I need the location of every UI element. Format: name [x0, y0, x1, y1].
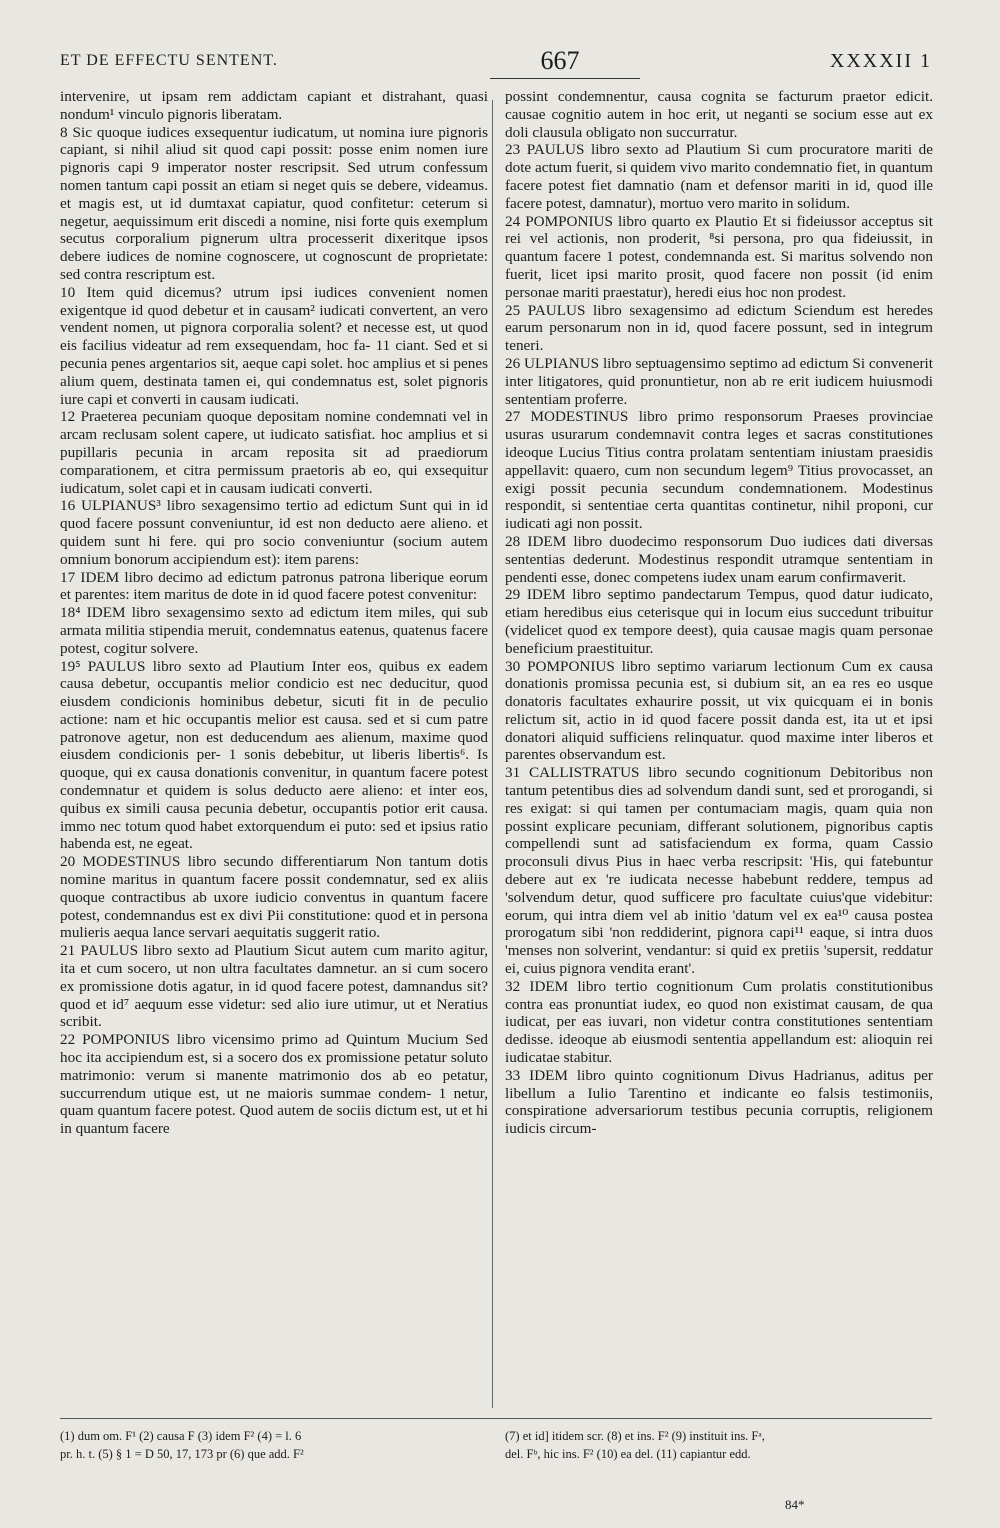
paragraph: 30 POMPONIUS libro septimo variarum lectionum Cum ex causa donationis promissa pecunia est, si dubium sit, an ea res eo usque donatoris facultates exhaurire possit, ut vix quicquam ei in bonis relictum sit, actio in id quod facere possit danda est, ita ut et ipsi donatori aliquid sufficiens relinquatur. quod maxime inter liberos et parentes observandum est. [505, 657, 933, 764]
paragraph: 12 Praeterea pecuniam quoque depositam nomine condemnati vel in arcam reclusam solent capere, ut iudicato satisfiat. hoc amplius et si pupillaris pecunia in arcam reposita sit ad praediorum comparationem, et citra permissum praetoris ab eo, qui exsequitur iudicatum, solet capi et in causam iudicati converti. [60, 408, 488, 497]
left-column [60, 88, 488, 1138]
paragraph: 19⁵ PAULUS libro sexto ad Plautium Inter eos, quibus ex eadem causa debetur, occupantis melior condicio est nec deducitur, quod eiusdem condicionis hominibus debetur, sicuti fit in de peculio actione: nam et hic occupantis melior est causa. sed et si cum patre patronove agetur, non est deducendum aes alienum, maxime quod eiusdem condicionis per- 1 sonis debebitur, ut liberis libertis⁶. Is quoque, qui ex causa donationis convenitur, in quantum facere potest condemnatur et quidem is solus deducto aere alieno: et inter eos, quibus ex simili causa pecunia debetur, occupantis potior erit causa. immo nec totum quod habet extorquendum ei puto: sed et ipsius ratio habenda est, ne egeat. [60, 657, 488, 853]
paragraph: intervenire, ut ipsam rem addictam capiant et distrahant, quasi nondum¹ vinculo pignoris liberatam. [60, 88, 488, 123]
paragraph: 16 ULPIANUS³ libro sexagensimo tertio ad edictum Sunt qui in id quod facere possunt conveniuntur, id est non deducto aere alieno. et quidem sunt hi fere. qui pro socio conveniuntur (socium autem omnium bonorum accipiendum est): item parens: [60, 497, 488, 568]
paragraph: 31 CALLISTRATUS libro secundo cognitionum Debitoribus non tantum petentibus dies ad solvendum dandi sunt, sed et prorogandi, si res exigat: si qui tamen per contumaciam magis, quam quia non possint explicare pecuniam, differant solutionem, pignoribus captis compellendi sunt ad satisfaciendum ex forma, quam Cassio proconsuli divus Pius in haec verba rescripsit: 'His, qui fatebuntur debere aut ex 're iudicata necesse habebunt reddere, tempus ad 'solvendum detur, quod sufficere pro facultate cuius'que videbitur: eorum, qui intra diem vel ab initio 'datum vel ex ea¹⁰ causa postea prorogatum sibi 'non reddiderint, pignora capi¹¹ eaque, si intra duos 'menses non solverint, vendantur: si quid ex pretiis 'supersit, reddatur ei, cuius pignora vendita erant'. [505, 764, 933, 978]
paragraph: 25 PAULUS libro sexagensimo ad edictum Sciendum est heredes earum personarum non in id, quod facere possunt, sed in integrum teneri. [505, 301, 933, 355]
paragraph: 10 Item quid dicemus? utrum ipsi iudices convenient nomen exigentque id quod debetur et in causam² iudicati convertent, an vero vendent nomen, ut pignora corporalia solent? et necesse est, ut quod eis facilius videatur ad rem exsequendam, hoc fa- 11 ciant. Sed et si pecunia penes argentarios sit, aeque capi solet. hoc amplius et si penes alium quem, destinata tamen ei, qui condemnatus est, solet pignoris iure capi et converti in causam iudicati. [60, 283, 488, 408]
paragraph: 27 MODESTINUS libro primo responsorum Praeses provinciae usuras usurarum condemnavit contra leges et sacras constitutiones ideoque Lucius Titius contra prolatam sententiam iniustam praesidis appellavit: quaero, cum non secundum legem⁹ Titius provocasset, an exigi possit pecunia secundum condemnationem. Modestinus respondit, si sententiae certa quantitas continetur, nihil proponi, cur iudicati agi non possit. [505, 408, 933, 533]
paragraph: possint condemnentur, causa cognita se facturum praetor edicit. causae cognitio autem in hoc erit, ut neganti se socium esse aut ex doli clausula obligato non succurratur. [505, 88, 933, 141]
paragraph: 20 MODESTINUS libro secundo differentiarum Non tantum dotis nomine maritus in quantum facere possit condemnatur, sed ex aliis quoque contractibus ab uxore iudicio conventus in quantum facere potest, condemnandus est ex divi Pii constitutione: quod et in persona mulieris aequa lance servari aequitatis suggerit ratio. [60, 853, 488, 942]
paragraph: 32 IDEM libro tertio cognitionum Cum prolatis constitutionibus contra eas pronuntiat iudex, eo quod non existimat causam, de qua iudicat, per eas iuvari, non videtur contra constitutiones sententiam dedisse. ideoque ab eiusmodi sententia appellandum est: alioquin rei iudicatae stabitur. [505, 977, 933, 1067]
paragraph: 23 PAULUS libro sexto ad Plautium Si cum procuratore mariti de dote actum fuerit, si quidem vivo marito condemnatio fiet, in quantum facere potest fiet damnatio (nam et defensor mariti in id, quod ille facere potest, damnatur), mortuo vero marito in solidum. [505, 141, 933, 212]
page-number: 667 [540, 46, 580, 75]
paragraph: 24 POMPONIUS libro quarto ex Plautio Et si fideiussor acceptus sit rei vel actionis, non proderit, ⁸si persona, pro qua fideiussit, in quantum facere 1 potest, condemnanda est. Si maritus solvendo non fuerit, licet ipsi marito prosit, quod facere non possit (id enim personae mariti praestatur), heredi eius hoc non prodest. [505, 212, 933, 301]
paragraph: 26 ULPIANUS libro septuagensimo septimo ad edictum Si convenerit inter litigatores, quid pronuntietur, non ab re erit iudicem huiusmodi sententiam proferre. [505, 354, 933, 408]
header-title: ET DE EFFECTU SENTENT. [60, 52, 278, 69]
header-rule [490, 78, 640, 79]
signature-mark: 84* [785, 1497, 805, 1512]
paragraph: 28 IDEM libro duodecimo responsorum Duo iudices dati diversas sententias dederunt. Modestinus respondit utramque sententiam in pendenti esse, donec competens iudex unam earum confirmaverit. [505, 532, 933, 586]
footnote-line: (1) dum om. F¹ (2) causa F (3) idem F² (4) = l. 6 [60, 1429, 302, 1443]
header-section: XXXXII 1 [829, 50, 932, 72]
paragraph: 22 POMPONIUS libro vicensimo primo ad Quintum Mucium Sed hoc ita accipiendum est, si a socero dos ex promissione petatur soluto matrimonio: verum si manente matrimonio dos ab eo petatur, succurrendum utique est, ut ne maioris summae condem- 1 netur, quam quantum facere potest. Quod autem de sociis dictum est, ut et hi in quantum facere [60, 1031, 488, 1138]
footnote-line: (7) et id] itidem scr. (8) et ins. F² (9) instituit ins. Fᵃ, [505, 1429, 765, 1443]
paragraph: 21 PAULUS libro sexto ad Plautium Sicut autem cum marito agitur, ita et cum socero, ut non ultra facultates damnetur. an si cum socero ex promissione dotis agatur, in id quod facere potest, damnandus sit? quod et id⁷ aequum esse videtur: sed alio iure utimur, ut et Neratius scribit. [60, 942, 488, 1031]
footnotes-left [60, 1428, 480, 1464]
right-column [505, 88, 933, 1138]
paragraph: 33 IDEM libro quinto cognitionum Divus Hadrianus, aditus per libellum a Iulio Tarentino et indicante eo falsis testimoniis, conspiratione adversariorum testibus pecunia corruptis, religionem iudicis circum- [505, 1066, 933, 1138]
paragraph: 8 Sic quoque iudices exsequentur iudicatum, ut nomina iure pignoris capiant, si nihil aliud sit quod capi possit: posse enim nomen iure pignoris capi 9 imperator noster rescripsit. Sed utrum confessum nomen tantum capi possit an etiam si neget quis se debere, videamus. et magis est, ut id dumtaxat capiatur, quod confitetur: ceterum si negetur, aequissimum erit discedi a nomine, nisi forte quis exemplum secutus corporalium pignerum ultra processerit dixeritque ipsos debere iudices de nomine cognoscere, ut cognoscunt de proprietate: sed contra rescriptum est. [60, 123, 488, 283]
running-header [60, 46, 932, 86]
column-divider [492, 100, 493, 1408]
footnotes-right [505, 1428, 935, 1464]
paragraph: 17 IDEM libro decimo ad edictum patronus patrona liberique eorum et parentes: item maritus de dote in id quod facere potest convenitur: [60, 568, 488, 604]
paragraph: 18⁴ IDEM libro sexagensimo sexto ad edictum item miles, qui sub armata militia stipendia meruit, condemnatus eatenus, quatenus facere potest, cogitur solvere. [60, 604, 488, 657]
footnote-rule [60, 1418, 932, 1419]
footnote-line: del. Fᵇ, hic ins. F² (10) ea del. (11) capiantur edd. [505, 1447, 751, 1461]
paragraph: 29 IDEM libro septimo pandectarum Tempus, quod datur iudicato, etiam heredibus eius ceterisque qui in locum eius succedunt tribuitur (videlicet quod ex tempore deest), quia causae magis quam personae beneficium praestituitur. [505, 586, 933, 657]
footnote-line: pr. h. t. (5) § 1 = D 50, 17, 173 pr (6) que add. F² [60, 1447, 304, 1461]
